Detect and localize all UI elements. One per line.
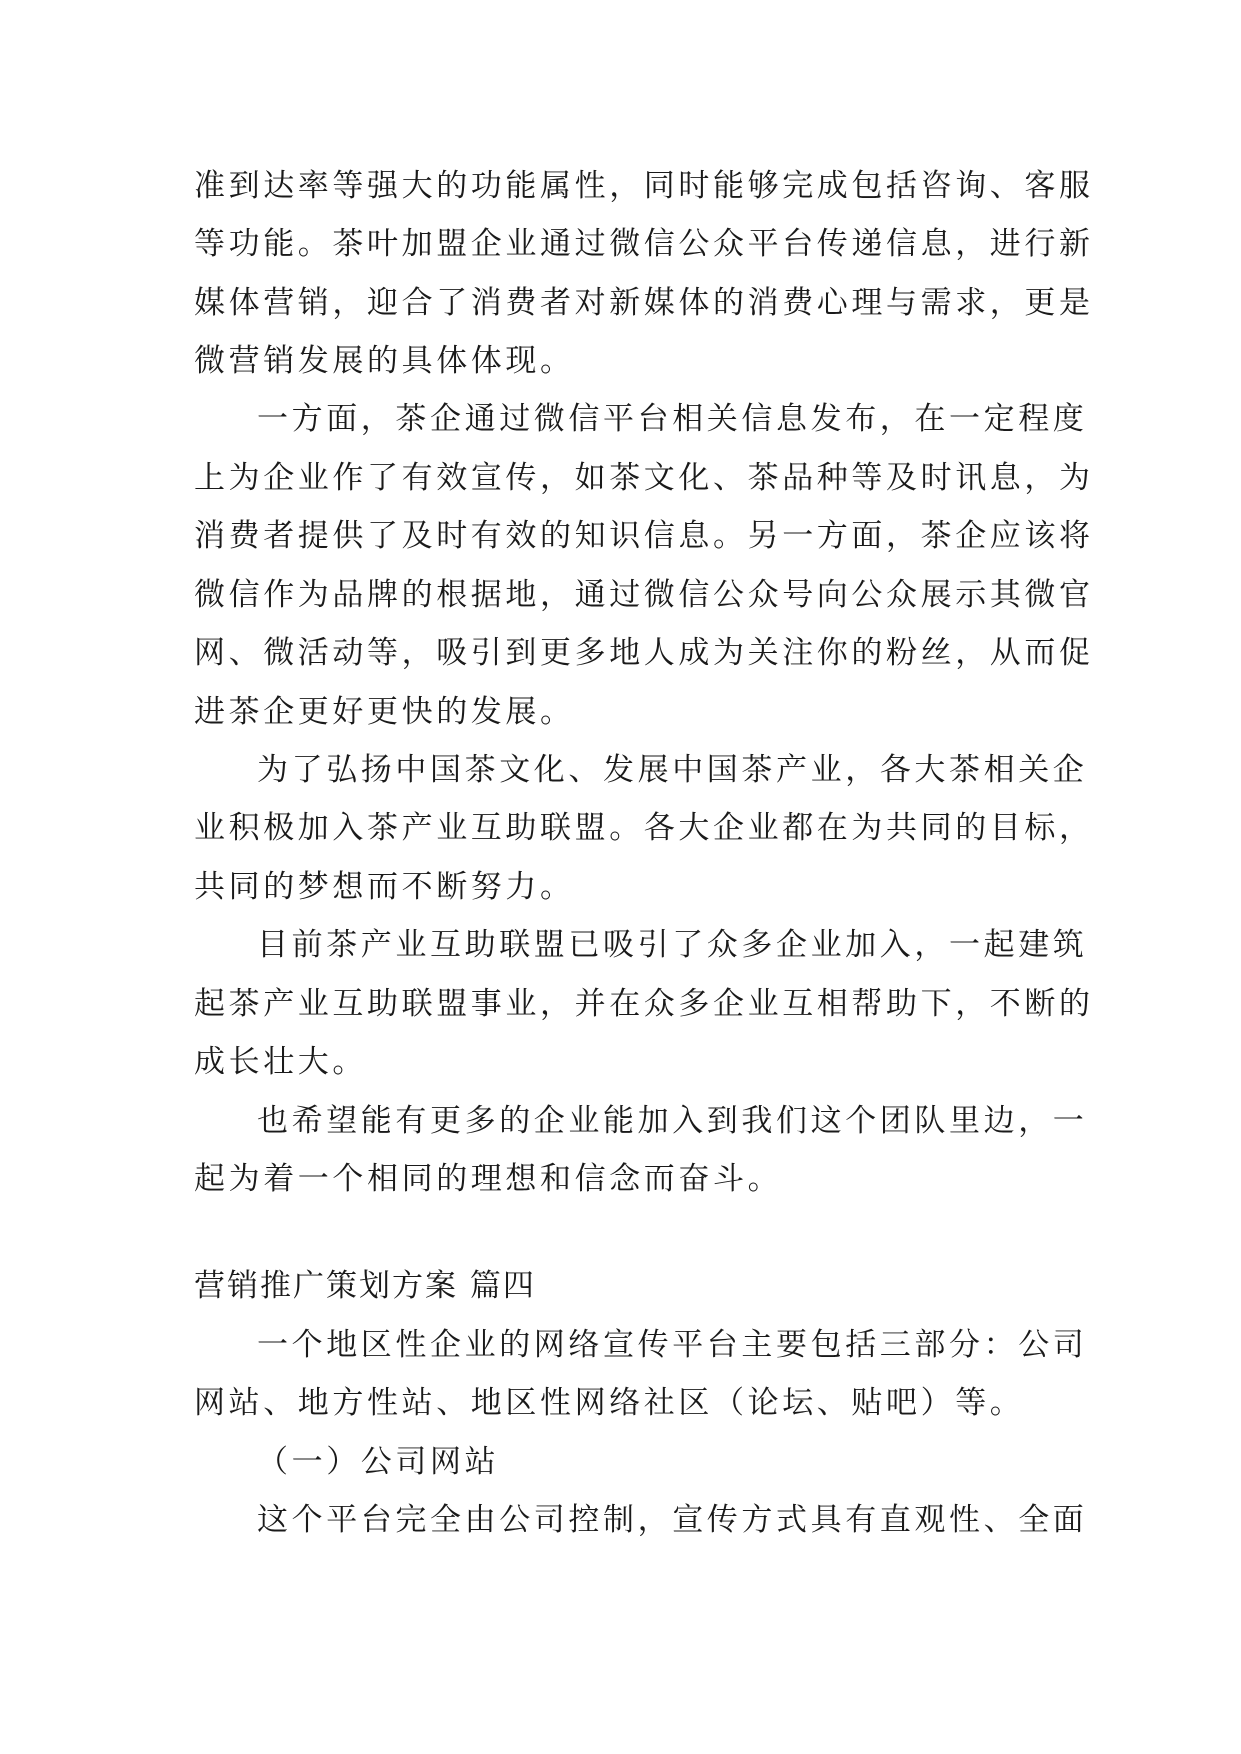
paragraph-2-line-3: 消费者提供了及时有效的知识信息。另一方面，茶企应该将 [194,518,1094,554]
paragraph-3-line-3: 共同的梦想而不断努力。 [194,869,575,905]
paragraph-4-line-2: 起茶产业互助联盟事业，并在众多企业互相帮助下，不断的 [194,986,1094,1022]
section-heading: 营销推广策划方案 篇四 [194,1268,536,1304]
paragraph-4-line-3: 成长壮大。 [194,1044,367,1080]
paragraph-6-line-2: 网站、地方性站、地区性网络社区（论坛、贴吧）等。 [194,1385,1025,1421]
paragraph-1-line-2: 等功能。茶叶加盟企业通过微信公众平台传递信息，进行新 [194,226,1094,262]
paragraph-3-line-1: 为了弘扬中国茶文化、发展中国茶产业，各大茶相关企 [257,752,1088,788]
paragraph-2-line-2: 上为企业作了有效宣传，如茶文化、茶品种等及时讯息，为 [194,460,1094,496]
paragraph-2-line-1: 一方面，茶企通过微信平台相关信息发布，在一定程度 [257,401,1088,437]
paragraph-6-line-1: 一个地区性企业的网络宣传平台主要包括三部分：公司 [257,1327,1088,1363]
paragraph-2-line-5: 网、微活动等，吸引到更多地人成为关注你的粉丝，从而促 [194,635,1094,671]
paragraph-5-line-2: 起为着一个相同的理想和信念而奋斗。 [194,1161,783,1197]
paragraph-1-line-3: 媒体营销，迎合了消费者对新媒体的消费心理与需求，更是 [194,285,1094,321]
paragraph-2-line-6: 进茶企更好更快的发展。 [194,694,575,730]
paragraph-2-line-4: 微信作为品牌的根据地，通过微信公众号向公众展示其微官 [194,577,1094,613]
paragraph-3-line-2: 业积极加入茶产业互助联盟。各大企业都在为共同的目标， [194,810,1094,846]
paragraph-7-line-1: 这个平台完全由公司控制，宣传方式具有直观性、全面 [257,1502,1088,1538]
paragraph-1-line-4: 微营销发展的具体体现。 [194,343,575,379]
paragraph-5-line-1: 也希望能有更多的企业能加入到我们这个团队里边，一 [257,1103,1088,1139]
paragraph-1-line-1: 准到达率等强大的功能属性，同时能够完成包括咨询、客服 [194,168,1094,204]
paragraph-4-line-1: 目前茶产业互助联盟已吸引了众多企业加入，一起建筑 [257,927,1088,963]
subheading: （一）公司网站 [257,1444,500,1480]
